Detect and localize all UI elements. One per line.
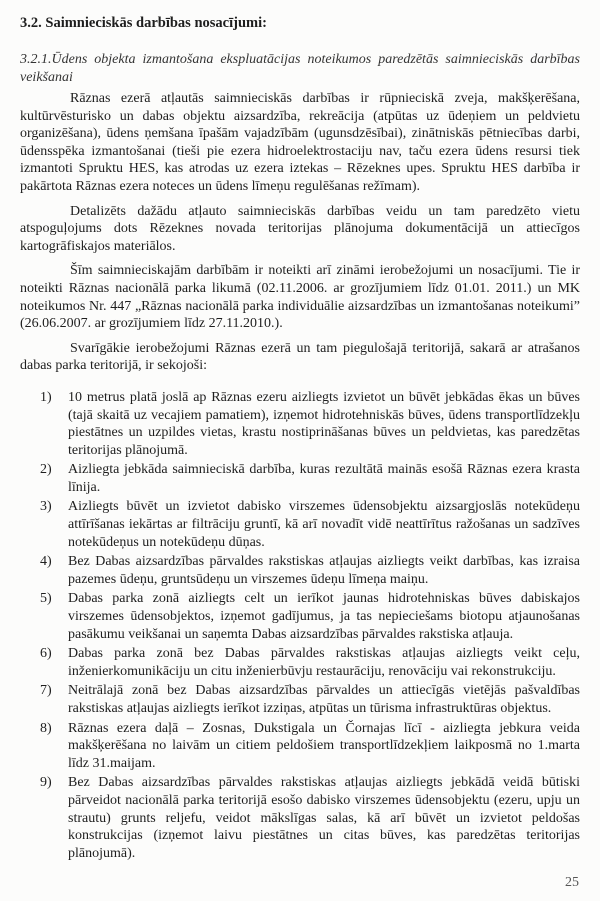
list-number: 4): [40, 554, 52, 570]
list-number: 6): [40, 646, 52, 662]
list-text: Bez Dabas aizsardzības pārvaldes rakstiskas atļaujas aizliegts veikt darbības, kas izraisa pazemes ūdeņu, gruntsūdeņu un virszemes ūdeņu līmeņa maiņu.: [68, 554, 580, 587]
paragraph: Rāznas ezerā atļautās saimnieciskās darbības ir rūpnieciskā zveja, makšķerēšana, kultūrvēsturisko un dabas objektu aizsardzība, rekreācija (atpūtas uz ūdeņiem un peldvietu organizēšana), ūdens ņemšana īpašām vajadzībām (ugunsdzēsībai), zinātniskās pētniecības darbi, ūdensspēka izmantošanai (tieši pie ezera hidroelektrostaciju nav, taču ezera ūdens resursi tiek izmantoti Spruktu HES, kas atrodas uz ezera iztekas – Rēzeknes upes. Spruktu HES darbība ir pakārtota Rāznas ezera noteces un ūdens līmeņu regulēšanas režīmam).: [20, 91, 580, 194]
list-number: 2): [40, 462, 52, 478]
list-text: Dabas parka zonā aizliegts celt un ierīkot jaunas hidrotehniskas būves dabiskajos virszemes ūdensobjektos, izņemot gadījumus, ja tas nepieciešams biotopu atjaunošanas pasākumu veikšanai un saņemta Dabas aizsardzības pārvaldes rakstiska atļauja.: [68, 591, 580, 642]
list-text: Rāznas ezera daļā – Zosnas, Dukstigala un Čornajas līcī - aizliegta jebkura veida makšķerēšana no laivām un citiem peldošiem transportlīdzekļiem laikposmā no 1.marta līdz 31.maijam.: [68, 720, 580, 771]
list-number: 5): [40, 591, 52, 607]
list-item: [20, 461, 580, 496]
list-text: 10 metrus platā joslā ap Rāznas ezeru aizliegts izvietot un būvēt jebkādas ēkas un būves (tajā skaitā uz vecajiem pamatiem), izņemot hidrotehniskās būves, ūdens transportlīdzekļu piestātnes un uzpildes vietas, krastu nostiprināšanas būves un peldvietas, kas paredzētas teritorijas plānojumā.: [68, 389, 580, 458]
list-number: 7): [40, 683, 52, 699]
list-item: [20, 553, 580, 588]
restrictions-list: [20, 389, 580, 862]
list-item: [20, 498, 580, 551]
list-item: [20, 682, 580, 717]
list-item: [20, 720, 580, 773]
list-item: [20, 389, 580, 459]
list-number: 1): [40, 389, 52, 405]
list-text: Dabas parka zonā bez Dabas pārvaldes rakstiskas atļaujas aizliegts veikt ceļu, inženierkomunikāciju un citu inženierbūvju restaurāciju, renovāciju vai rekonstrukciju.: [68, 646, 580, 679]
subsection-title: 3.2.1.Ūdens objekta izmantošana ekspluatācijas noteikumos paredzētās saimnieciskās darbības veikšanai: [20, 52, 580, 85]
list-number: 3): [40, 499, 52, 515]
document-body: [20, 90, 580, 864]
list-item: [20, 645, 580, 680]
paragraph: Šīm saimnieciskajām darbībām ir noteikti arī zināmi ierobežojumi un nosacījumi. Tie ir noteikti Rāznas nacionālā parka likumā (02.11.2006. ar grozījumiem līdz 01.01. 2011.) un MK noteikumos Nr. 447 „Rāznas nacionālā parka individuālie aizsardzības un izmantošanas noteikumi” (26.06.2007. ar grozījumiem līdz 27.11.2010.).: [20, 263, 580, 332]
list-text: Bez Dabas aizsardzības pārvaldes rakstiskas atļaujas aizliegts jebkādā veidā būtiski pārveidot nacionālā parka teritorijā esošo dabisko virszemes ūdensobjektu (ezeru, upju un strautu) grunts reljefu, veidot mākslīgas salas, kā arī būvēt un izvietot peldošas konstrukcijas (izņemot laivu piestātnes un citas būves, kas paredzētas teritorijas plānojumā).: [68, 775, 580, 861]
section-title: 3.2. Saimnieciskās darbības nosacījumi:: [20, 15, 267, 31]
paragraph: Detalizēts dažādu atļauto saimnieciskās darbības veidu un tam paredzēto vietu atspoguļojums dots Rēzeknes novada teritorijas plānojuma dokumentācijā un attiecīgos kartogrāfiskajos materiālos.: [20, 203, 580, 254]
list-number: 9): [40, 775, 52, 791]
list-text: Aizliegta jebkāda saimnieciskā darbība, kuras rezultātā mainās esošā Rāznas ezera krasta līnija.: [68, 462, 580, 495]
list-item: [20, 774, 580, 862]
list-text: Neitrālajā zonā bez Dabas aizsardzības pārvaldes un attiecīgās vietējās pašvaldības rakstiskas atļaujas aizliegts ierīkot izziņas, atpūtas un tūrisma infrastruktūras objektus.: [68, 683, 580, 716]
list-item: [20, 590, 580, 643]
paragraph: Svarīgākie ierobežojumi Rāznas ezerā un tam piegulošajā teritorijā, sakarā ar atrašanos dabas parka teritorijā, ir sekojoši:: [20, 340, 580, 374]
list-number: 8): [40, 720, 52, 736]
list-text: Aizliegts būvēt un izvietot dabisko virszemes ūdensobjektu aizsargjoslās notekūdeņu attīrīšanas iekārtas ar filtrāciju gruntī, kā arī novadīt vidē neattīrītus ražošanas un sadzīves notekūdeņus un notekūdeņu dūņas.: [68, 499, 580, 550]
page-number: 25: [565, 875, 579, 890]
